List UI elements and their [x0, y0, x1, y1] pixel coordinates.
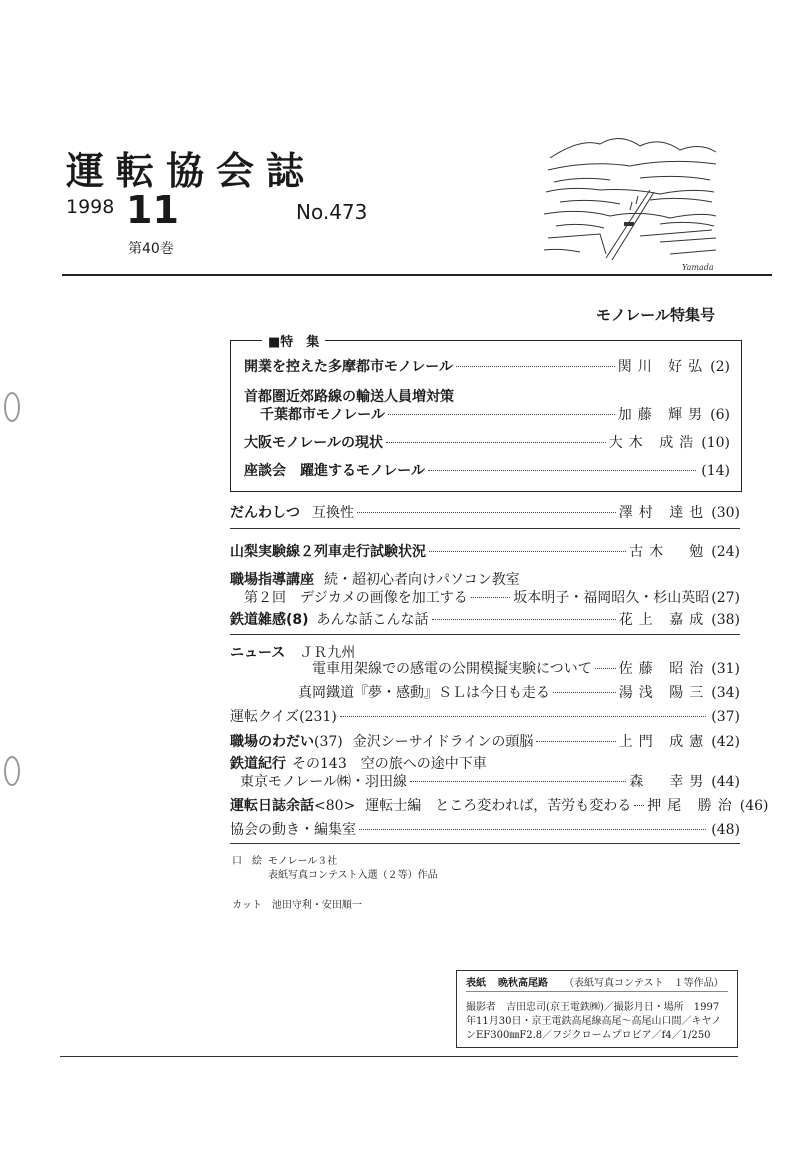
- toc-title: 互換性: [312, 505, 354, 521]
- toc-wadai[interactable]: [230, 731, 740, 751]
- toc-title: あんな話こんな話: [316, 612, 429, 628]
- kuchie-line1: モノレール３社: [268, 856, 338, 867]
- toc-author: 古木 勉: [629, 544, 710, 560]
- toc-label: 鉄道紀行: [230, 756, 286, 772]
- toc-page: (30): [711, 505, 740, 521]
- feature-item-author: 大木 成浩: [608, 435, 700, 451]
- toc-yamanashi[interactable]: [230, 541, 740, 561]
- toc-title: 運転クイズ(231): [230, 709, 337, 725]
- dot-leader: [357, 512, 616, 513]
- toc-tetsudo-zakkan[interactable]: [230, 609, 740, 629]
- toc-title: 運転士編 ところ変われば，苦労も変わる: [365, 798, 632, 814]
- feature-item-page: (14): [701, 463, 730, 479]
- punch-hole-bottom: [4, 756, 20, 786]
- feature-item-page: (2): [710, 359, 730, 375]
- dot-leader: [536, 741, 615, 742]
- toc-num: (37): [314, 734, 343, 750]
- section-divider: [230, 528, 740, 529]
- feature-item-title: 座談会 躍進するモノレール: [244, 463, 426, 479]
- volume-number: 第40巻: [128, 241, 174, 257]
- toc-page: (44): [711, 774, 740, 790]
- toc-author: 澤村 達也: [618, 505, 710, 521]
- feature-item-page: (6): [710, 407, 730, 423]
- train-shape: [624, 222, 634, 226]
- magazine-title: 運転協会誌: [66, 149, 317, 193]
- toc-shokuba-line1: [230, 569, 740, 589]
- feature-item-title: 開業を控えた多摩都市モノレール: [244, 359, 454, 375]
- section-divider: [230, 634, 740, 635]
- feature-item-2[interactable]: [260, 404, 730, 424]
- toc-kyokai[interactable]: [230, 819, 740, 839]
- dot-leader: [595, 668, 616, 669]
- cover-credit-line3: ンEF300㎜F2.8／フジクロームプロビア／f4／1/250: [466, 1030, 711, 1041]
- toc-news-item-1[interactable]: [312, 658, 740, 678]
- dot-leader: [456, 366, 615, 367]
- header-divider: [62, 274, 772, 276]
- toc-shokuba[interactable]: [244, 587, 740, 607]
- feature-item-subtitle: 千葉都市モノレール: [260, 407, 386, 423]
- section-divider: [230, 843, 740, 844]
- dot-leader: [553, 692, 616, 693]
- cover-divider: [466, 991, 728, 992]
- toc-subtitle: 第２回 デジカメの画像を加工する: [244, 590, 468, 606]
- cover-note: （表紙写真コンテスト １等作品）: [564, 978, 724, 989]
- feature-item-title: 首都圏近郊路線の輸送人員増対策: [244, 389, 454, 405]
- toc-author: 坂本明子・福岡昭久・杉山英昭: [513, 590, 710, 606]
- feature-item-4[interactable]: [244, 460, 730, 480]
- toc-page: (42): [711, 734, 740, 750]
- toc-label: ニュース: [230, 645, 286, 661]
- cover-credit-line1: 撮影者 吉田忠司(京王電鉄㈱)／撮影月日・場所 1997: [466, 1002, 720, 1013]
- kuchie-line2: 表紙写真コンテスト入選（２等）作品: [268, 870, 438, 881]
- toc-dawashitsu[interactable]: [230, 502, 740, 522]
- special-issue-title: モノレール特集号: [596, 306, 715, 324]
- toc-page: (46): [739, 798, 769, 814]
- toc-title: 協会の動き・編集室: [230, 822, 356, 838]
- kuchie-label: 口 絵: [232, 856, 262, 867]
- toc-title: 続・超初心者向けパソコン教室: [324, 572, 520, 588]
- issue-year: 1998: [66, 196, 115, 218]
- toc-quiz[interactable]: [230, 706, 740, 726]
- cut-credit: カット 池田守利・安田順一: [232, 900, 362, 911]
- toc-kiko[interactable]: [240, 771, 740, 791]
- toc-kiko-line1: [230, 753, 740, 773]
- feature-item-3[interactable]: [244, 432, 730, 452]
- dot-leader: [410, 781, 626, 782]
- toc-nisshi[interactable]: [230, 795, 769, 815]
- toc-author: 佐藤 昭治: [618, 661, 710, 677]
- issue-number: No.473: [296, 200, 368, 224]
- dot-leader: [471, 597, 511, 598]
- toc-title: 金沢シーサイドラインの頭脳: [352, 734, 534, 750]
- toc-title: その143 空の旅への途中下車: [292, 756, 487, 772]
- feature-item-author: 加藤 輝男: [617, 407, 709, 423]
- toc-author: 押尾 勝治: [647, 798, 738, 814]
- toc-subtitle: 東京モノレール㈱・羽田線: [240, 774, 408, 790]
- cover-credit-line2: 年11月30日・京王電鉄高尾線高尾～高尾山口間／キヤノ: [466, 1016, 722, 1027]
- dot-leader: [386, 442, 606, 443]
- dot-leader: [429, 551, 626, 552]
- feature-item-page: (10): [701, 435, 730, 451]
- toc-author: 湯浅 陽三: [618, 685, 710, 701]
- toc-news-sub: ＪＲ九州: [299, 645, 356, 661]
- toc-title: 真岡鐵道『夢・感動』ＳＬは今日も走る: [298, 685, 550, 701]
- dot-leader: [340, 716, 706, 717]
- feature-heading: ■特 集: [262, 331, 325, 350]
- toc-page: (27): [711, 590, 740, 606]
- toc-label: 職場指導講座: [230, 572, 314, 588]
- toc-author: 上門 成憲: [618, 734, 710, 750]
- toc-page: (24): [711, 544, 740, 560]
- toc-num: <80>: [314, 798, 356, 814]
- toc-author: 花上 嘉成: [618, 612, 710, 628]
- toc-page: (48): [711, 822, 740, 838]
- dot-leader: [428, 470, 696, 471]
- punch-hole-top: [4, 392, 20, 422]
- toc-page: (31): [711, 661, 740, 677]
- cover-title: 晩秋高尾路: [498, 978, 548, 989]
- toc-title: 山梨実験線２列車走行試験状況: [230, 544, 426, 560]
- issue-month: 11: [126, 188, 179, 232]
- feature-item-1[interactable]: [244, 356, 730, 376]
- illustration-signature: Yamada: [682, 263, 714, 272]
- footer-divider: [60, 1056, 738, 1057]
- toc-title: 電車用架線での感電の公開模擬実験について: [312, 661, 592, 677]
- toc-author: 森 幸男: [629, 774, 710, 790]
- feature-item-2-line1: [244, 386, 730, 406]
- toc-page: (34): [711, 685, 740, 701]
- dot-leader: [432, 619, 616, 620]
- toc-label: 職場のわだい: [230, 734, 314, 750]
- toc-page: (38): [711, 612, 740, 628]
- landscape-illustration: [540, 130, 720, 276]
- toc-label: だんわしつ: [230, 505, 300, 521]
- dot-leader: [359, 829, 706, 830]
- dot-leader: [634, 805, 644, 806]
- toc-page: (37): [711, 709, 740, 725]
- toc-label: 鉄道雑感(8): [230, 612, 309, 628]
- toc-label: 運転日誌余話: [230, 798, 314, 814]
- toc-news-item-2[interactable]: [298, 682, 740, 702]
- feature-item-author: 関川 好弘: [617, 359, 709, 375]
- feature-item-title: 大阪モノレールの現状: [244, 435, 384, 451]
- cover-label: 表紙: [466, 978, 486, 989]
- dot-leader: [388, 414, 615, 415]
